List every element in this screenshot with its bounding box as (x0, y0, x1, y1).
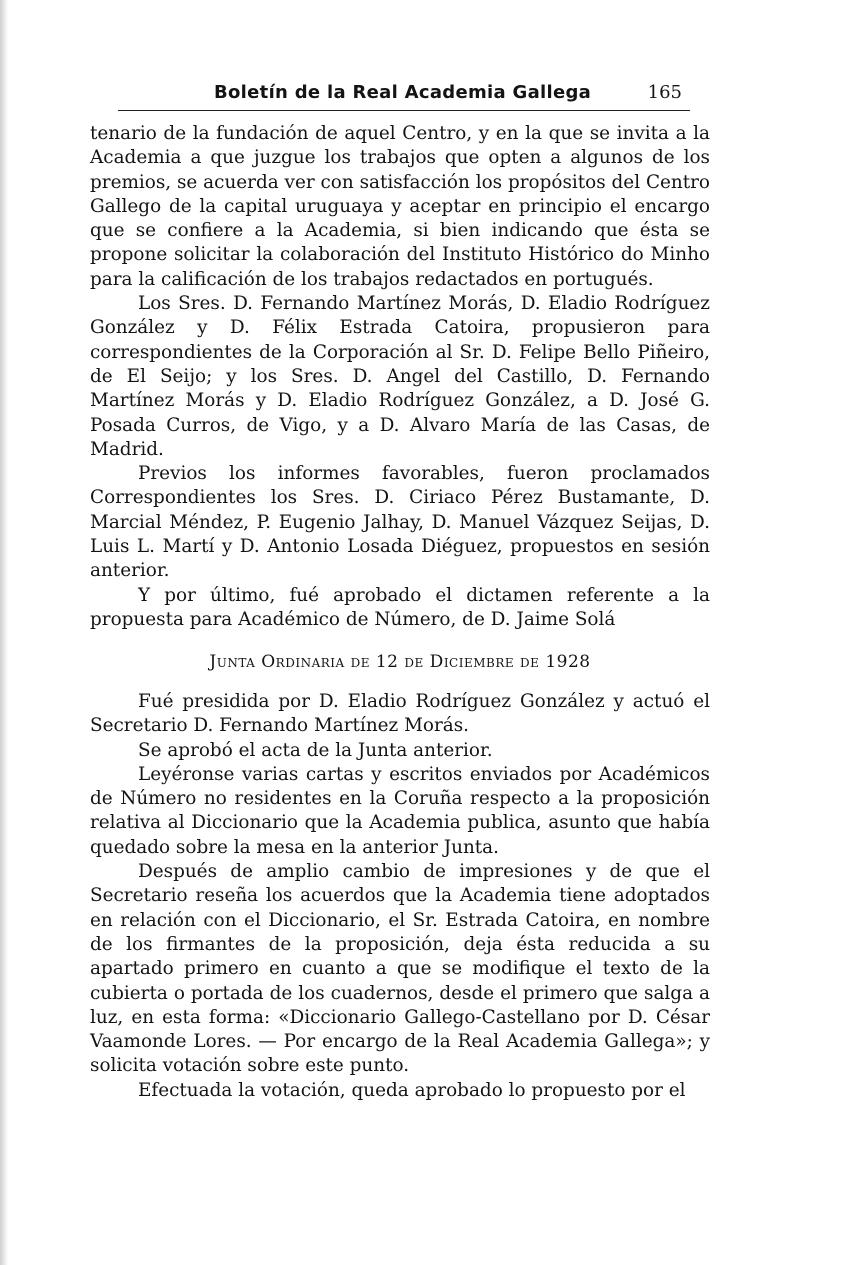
page-number: 165 (647, 82, 682, 103)
paragraph: Se aprobó el acta de la Junta anterior. (138, 739, 493, 761)
running-header (118, 76, 690, 108)
body-text-bottom (90, 690, 710, 1103)
paragraph: Después de amplio cambio de impresiones y de que el Secretario reseña los acuerdos que la Academia tiene adoptados en relación con el Diccionario, el Sr. Estrada Catoira, en nombre de los firmantes de la proposición, deja ésta reducida a su apartado primero en cuanto a que se modifique el texto de la cubierta o portada de los cuadernos, desde el primero que salga a luz, en esta forma: «Diccionario Gallego-Castellano por D. César Vaamonde Lores. — Por encargo de la Real Academia Gallega»; y solicita votación sobre este punto. (90, 861, 710, 1077)
paragraph: Fué presidida por D. Eladio Rodríguez González y actuó el Secretario D. Fernando Martínez Morás. (90, 691, 710, 737)
paragraph: Efectuada la votación, queda aprobado lo propuesto por el (138, 1079, 686, 1101)
paragraph: Leyéronse varias cartas y escritos enviados por Académicos de Número no residentes en la Coruña respecto a la proposición relativa al Diccionario que la Academia publica, asunto que había quedado sobre la mesa en la anterior Junta. (90, 763, 710, 858)
paragraph: Previos los informes favorables, fueron proclamados Correspondientes los Sres. D. Ciriaco Pérez Bustamante, D. Marcial Méndez, P. Eugenio Jalhay, D. Manuel Vázquez Seijas, D. Luis L. Martí y D. Antonio Losada Diéguez, propuestos en sesión anterior. (90, 463, 710, 582)
section-heading: Junta Ordinaria de 12 de Diciembre de 1928 (209, 652, 591, 672)
paragraph: tenario de la fundación de aquel Centro, y en la que se invita a la Academia a que juzgue los trabajos que opten a algunos de los premios, se acuerda ver con satisfacción los propósitos del Centro Gallego de la capital uruguaya y aceptar en principio el encargo que se confiere a la Academia, si bien indicando que ésta se propone solicitar la colaboración del Instituto Histórico do Minho para la calificación de los trabajos redactados en portugués. (90, 123, 710, 290)
paragraph: Los Sres. D. Fernando Martínez Morás, D. Eladio Rodríguez González y D. Félix Estrada Catoira, propusieron para correspondientes de la Corporación al Sr. D. Felipe Bello Piñeiro, de El Seijo; y los Sres. D. Angel del Castillo, D. Fernando Martínez Morás y D. Eladio Rodríguez González, a D. José G. Posada Curros, de Vigo, y a D. Alvaro María de las Casas, de Madrid. (90, 293, 710, 460)
journal-title: Boletín de la Real Academia Gallega (214, 82, 592, 103)
body-text-top (90, 122, 710, 632)
paragraph: Y por último, fué aprobado el dictamen referente a la propuesta para Académico de Número, de D. Jaime Solá (90, 584, 710, 630)
header-rule (118, 110, 690, 111)
page-edge-shadow (0, 0, 8, 1265)
